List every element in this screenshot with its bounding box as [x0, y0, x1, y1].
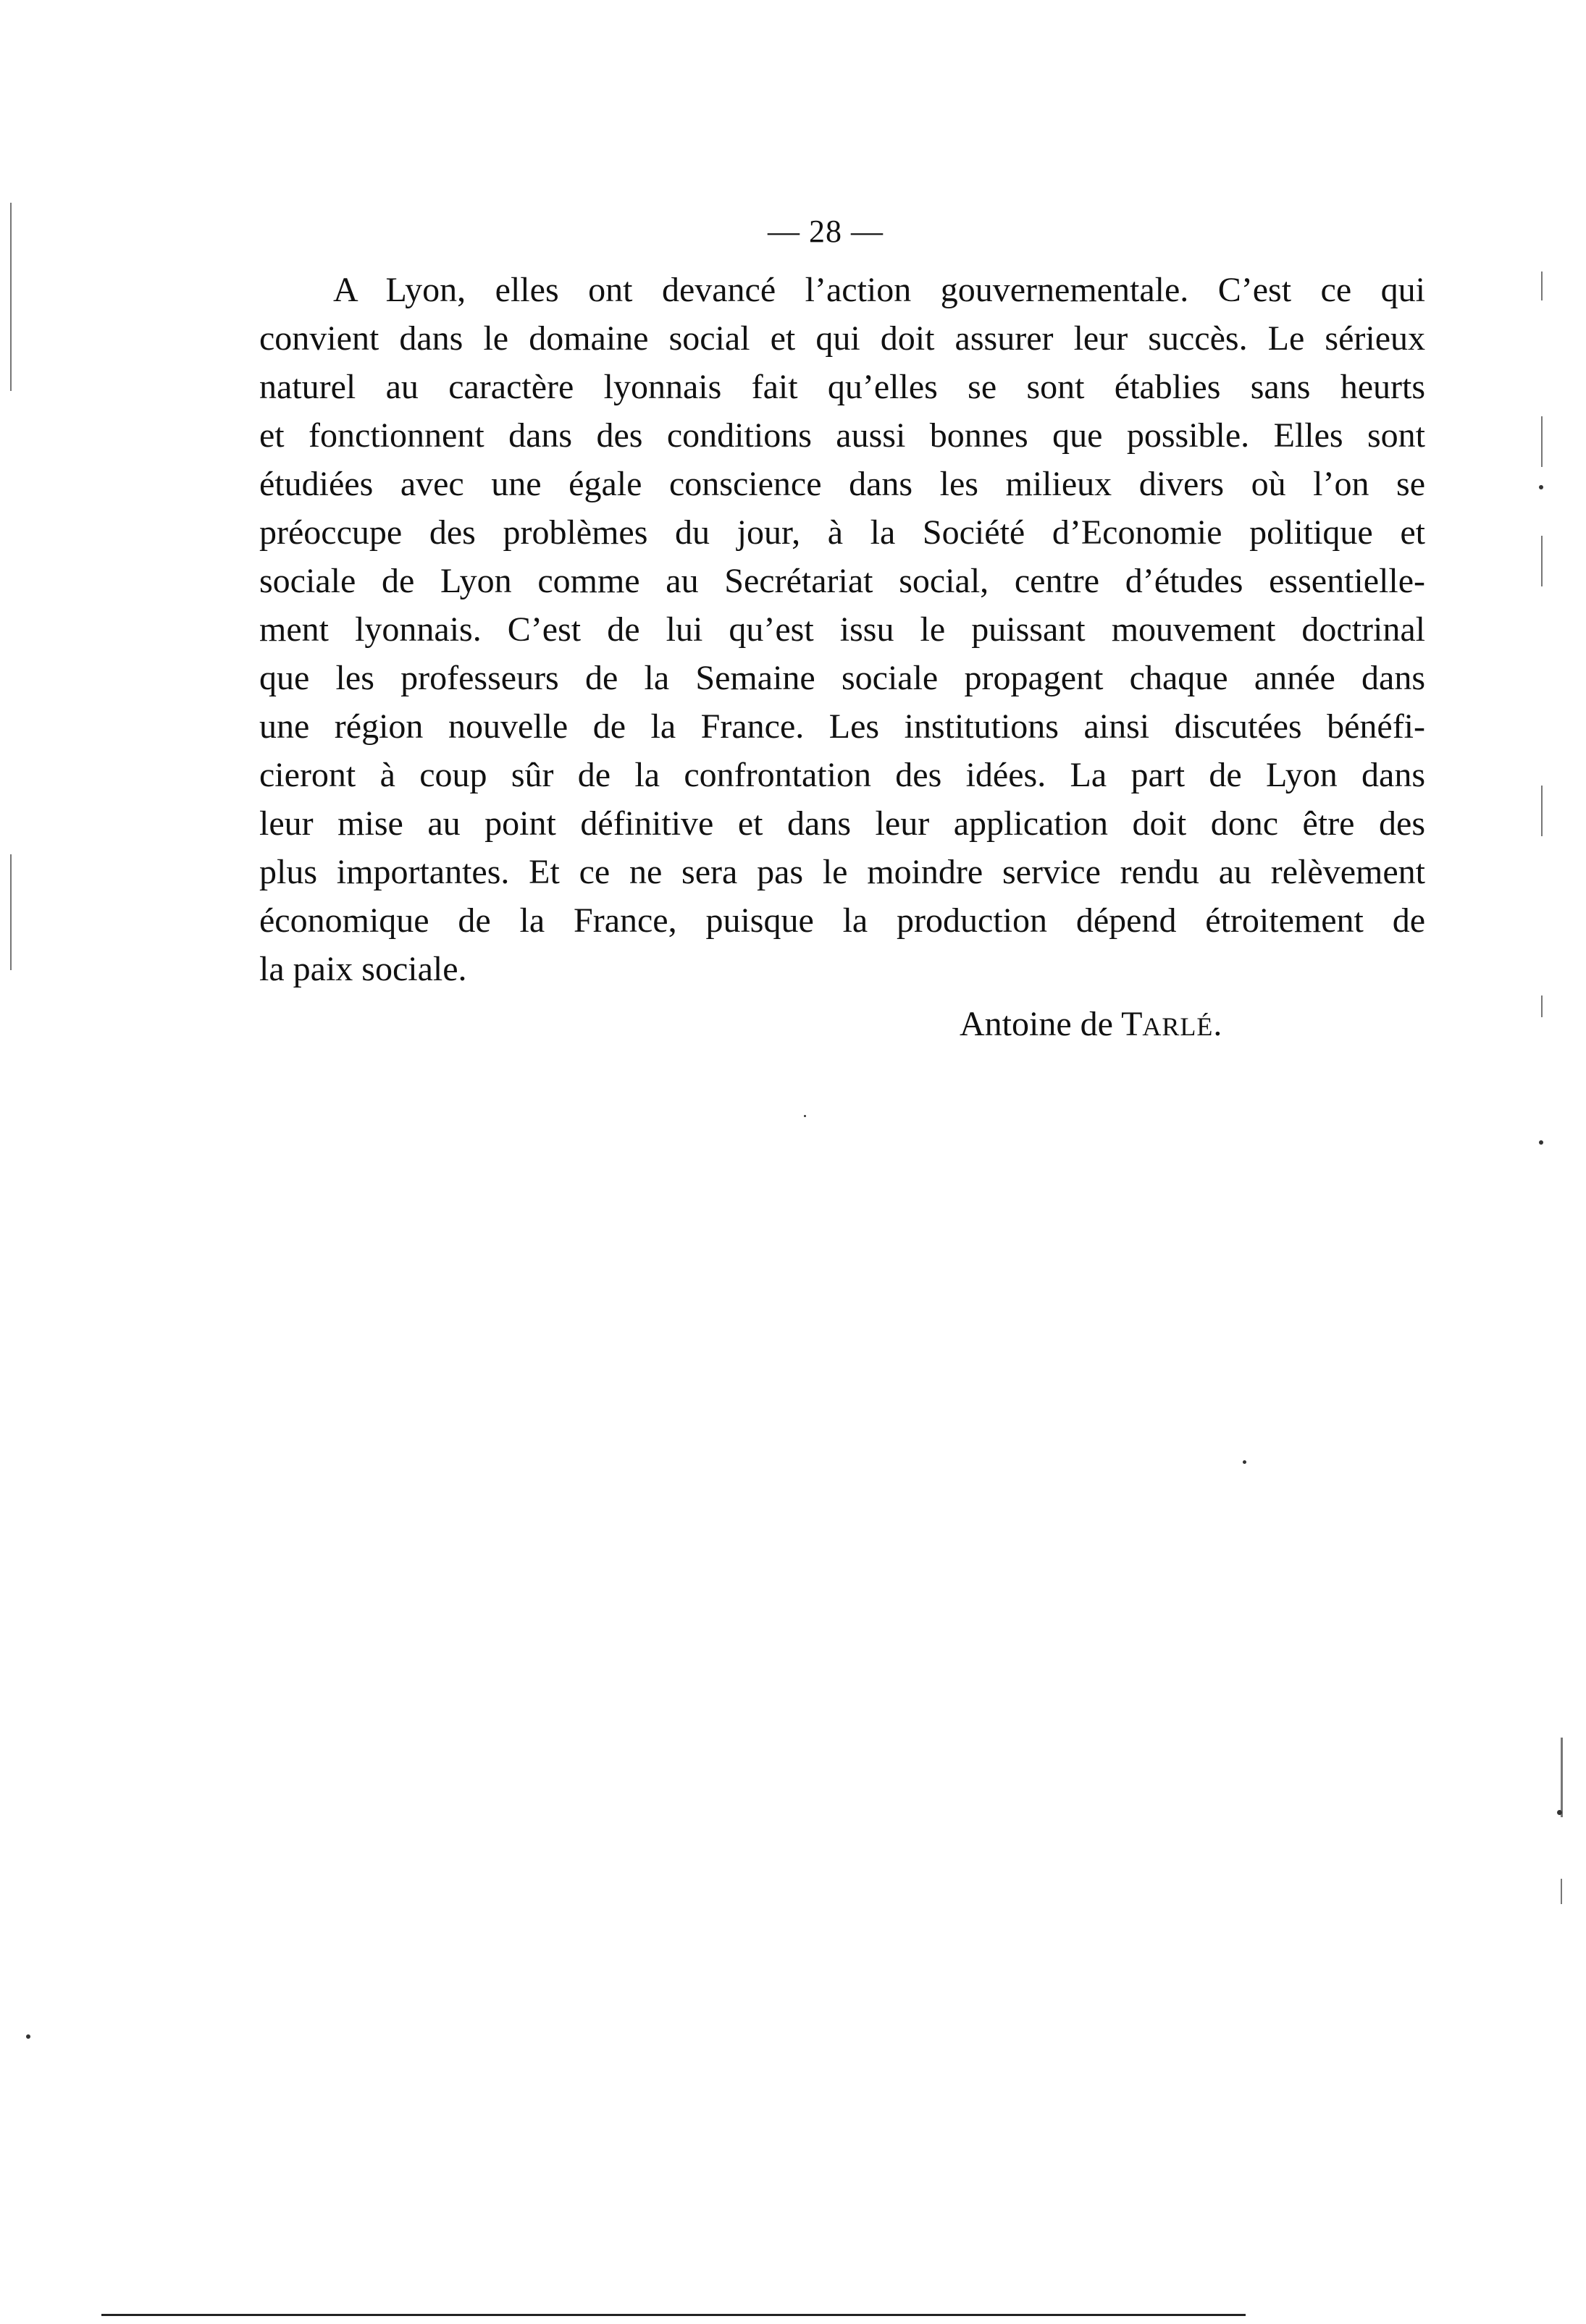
scan-speck	[804, 1115, 806, 1117]
text-line: préoccupe des problèmes du jour, à la Société d’Economie politique et	[259, 513, 1425, 552]
author-signature	[960, 1000, 1222, 1051]
scan-speck	[1539, 485, 1543, 489]
left-margin-mark	[10, 854, 12, 970]
scan-speck	[1557, 1810, 1562, 1815]
signature-prefix: Antoine de T	[960, 1005, 1143, 1043]
signature-smallcaps: ARLÉ	[1142, 1012, 1214, 1041]
text-line: la paix sociale.	[259, 950, 467, 988]
text-line: étudiées avec une égale conscience dans les milieux divers où l’on se	[259, 465, 1425, 503]
left-margin-mark	[10, 203, 12, 391]
text-line: sociale de Lyon comme au Secrétariat social, centre d’études essentielle-	[259, 562, 1425, 600]
right-margin-mark	[1541, 271, 1543, 300]
text-line: économique de la France, puisque la production dépend étroitement de	[259, 901, 1425, 940]
scan-speck	[26, 2034, 30, 2039]
text-line: naturel au caractère lyonnais fait qu’elles se sont établies sans heurts	[259, 368, 1425, 406]
right-margin-mark	[1561, 1738, 1563, 1817]
right-margin-mark	[1541, 416, 1543, 467]
text-line: cieront à coup sûr de la confrontation des idées. La part de Lyon dans	[259, 756, 1425, 794]
body-paragraph	[259, 266, 1425, 993]
right-margin-mark	[1561, 1879, 1562, 1904]
signature-suffix: .	[1213, 1005, 1222, 1043]
text-line: ment lyonnais. C’est de lui qu’est issu le puissant mouvement doctrinal	[259, 610, 1425, 649]
right-margin-mark	[1541, 995, 1543, 1017]
text-line: une région nouvelle de la France. Les institutions ainsi discutées bénéfi-	[259, 707, 1425, 746]
text-line: plus importantes. Et ce ne sera pas le moindre service rendu au relèvement	[259, 853, 1425, 891]
text-line: que les professeurs de la Semaine sociale propagent chaque année dans	[259, 659, 1425, 697]
text-line: et fonctionnent dans des conditions aussi bonnes que possible. Elles sont	[259, 416, 1425, 455]
scan-speck	[1539, 1140, 1543, 1145]
page-number: — 28 —	[768, 214, 884, 249]
scan-speck	[1243, 1460, 1246, 1464]
text-line: A Lyon, elles ont devancé l’action gouvernementale. C’est ce qui	[333, 271, 1425, 309]
text-line: convient dans le domaine social et qui doit assurer leur succès. Le sérieux	[259, 319, 1425, 358]
right-margin-mark	[1541, 536, 1543, 586]
text-line: leur mise au point définitive et dans leur application doit donc être des	[259, 804, 1425, 843]
bottom-rule	[101, 2314, 1246, 2316]
right-margin-mark	[1541, 786, 1543, 836]
